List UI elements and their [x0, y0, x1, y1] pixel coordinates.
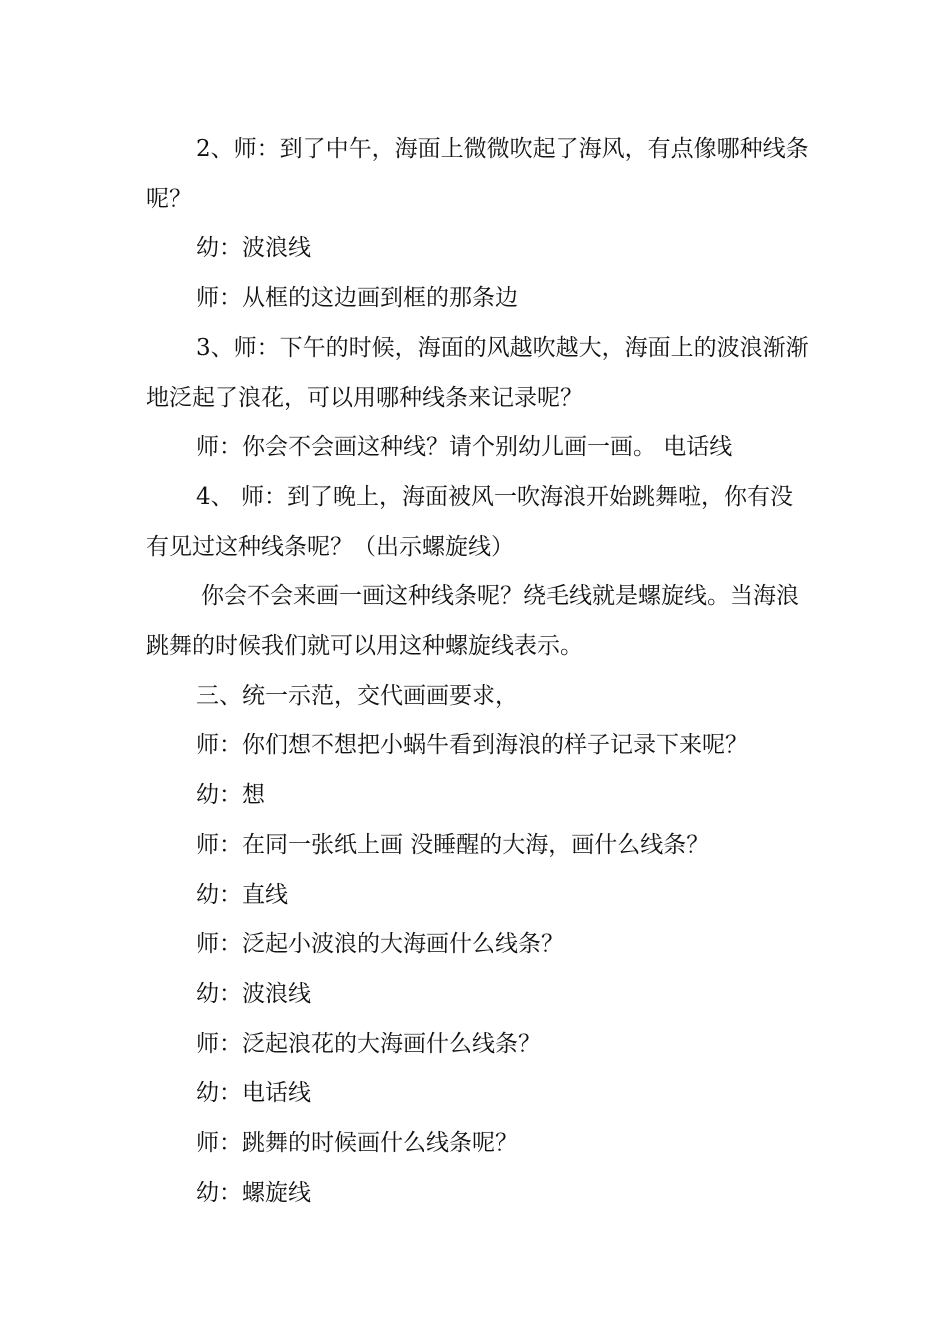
paragraph-step-3: 3、师：下午的时候，海面的风越吹越大，海面上的波浪渐渐地泛起了浪花，可以用哪种线条来记录呢？: [146, 334, 809, 411]
paragraph-child-answer: 幼：波浪线: [196, 980, 311, 1007]
paragraph-step-4: 4、 师：到了晚上，海面被风一吹海浪开始跳舞啦，你有没有见过这种线条呢？（出示螺旋线）: [146, 483, 793, 560]
paragraph-teacher-line: 师：跳舞的时候画什么线条呢？: [196, 1130, 518, 1157]
paragraph-teacher-line: 师：你们想不想把小蜗牛看到海浪的样子记录下来呢？: [196, 732, 748, 759]
paragraph-teacher-line: 师：你会不会画这种线？请个别幼儿画一画。 电话线: [196, 434, 733, 461]
paragraph-child-answer: 幼：螺旋线: [196, 1179, 311, 1206]
paragraph-teacher-line: 师：泛起浪花的大海画什么线条？: [196, 1030, 541, 1057]
paragraph-child-answer: 幼：波浪线: [196, 235, 311, 262]
paragraph-teacher-line: 师：泛起小波浪的大海画什么线条？: [196, 931, 564, 958]
paragraph-teacher-line: 师：从框的这边画到框的那条边: [196, 285, 518, 312]
paragraph-spiral-explanation: 你会不会来画一画这种线条呢？绕毛线就是螺旋线。当海浪跳舞的时候我们就可以用这种螺旋线表示。: [146, 583, 799, 660]
paragraph-step-2: 2、师：到了中午，海面上微微吹起了海风，有点像哪种线条呢？: [146, 136, 809, 212]
document-body: [146, 125, 810, 1218]
paragraph-teacher-line: 师：在同一张纸上画 没睡醒的大海，画什么线条？: [196, 831, 710, 858]
paragraph-child-answer: 幼：想: [196, 782, 265, 809]
paragraph-section-heading: 三、统一示范，交代画画要求，: [196, 682, 518, 709]
paragraph-child-answer: 幼：电话线: [196, 1080, 311, 1107]
paragraph-child-answer: 幼：直线: [196, 881, 288, 908]
